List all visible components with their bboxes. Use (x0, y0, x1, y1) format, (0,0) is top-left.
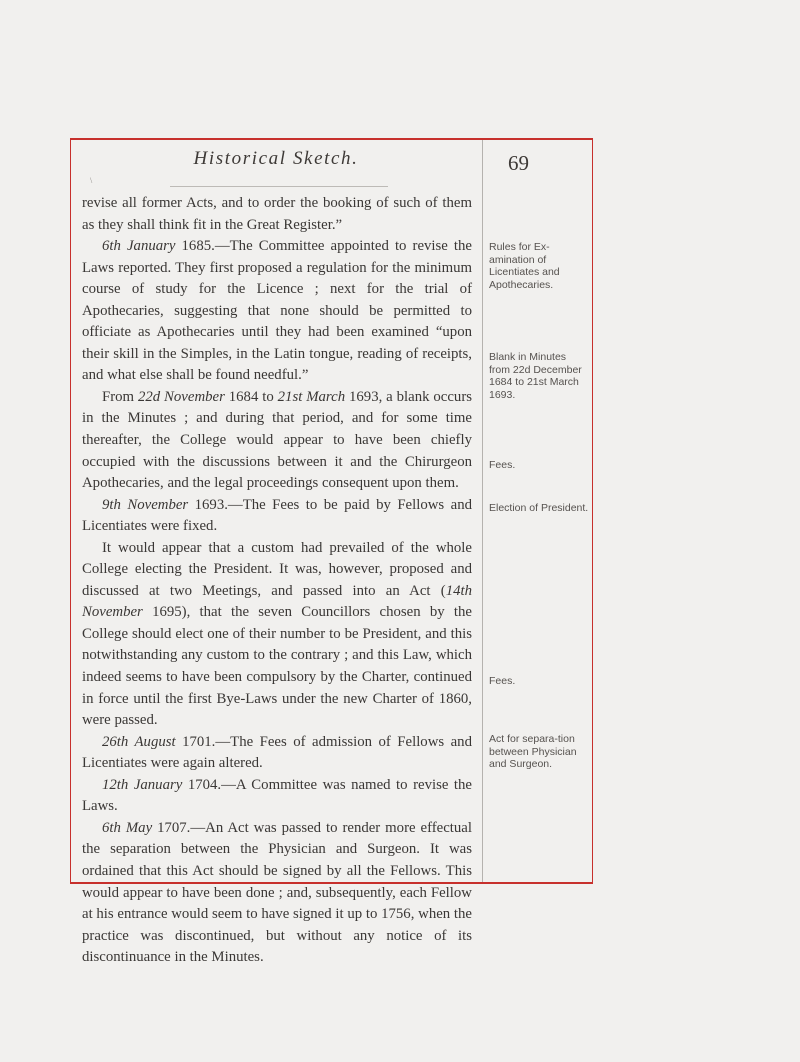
date-italic: 9th November (102, 496, 189, 513)
sidenote-fees-2: Fees. (489, 675, 516, 687)
paragraph: 6th May 1707.—An Act was passed to render more effectual the separation between the Physician and Surgeon. It was ordained that this Act should be signed by all the Fellows. This would appear to have been done ; and, subsequently, each Fellow at his entrance would seem to have signed it up to 1756, when the practice was discontinued, but without any notice of its discontinuance in the Minutes. (82, 819, 472, 966)
date-italic: 14th November (82, 582, 472, 621)
paragraph: 6th January 1685.—The Committee appointed to revise the Laws reported. They first proposed a regulation for the minimum course of study for the Licence ; next for the trial of Apothecaries, suggesting that none should be permitted to officiate as Apothecaries until they had been examined “upon their skill in the Simples, in the Latin tongue, reading of receipts, and what else shall be found needful.” (82, 238, 472, 384)
date-italic: 26th August (102, 733, 176, 750)
sidenote-blank-minutes: Blank in Minutes from 22d December 1684 to 21st March 1693. (489, 351, 582, 401)
page-number: 69 (508, 151, 529, 175)
sidenote-act-separation: Act for separa-tion between Physician and Surgeon. (489, 733, 577, 770)
sidenote-fees: Fees. (489, 459, 516, 471)
date-italic: 21st March (277, 388, 346, 405)
paragraph: 26th August 1701.—The Fees of admission of Fellows and Licentiates were again altered. (82, 733, 472, 772)
sidenote-rules-examination: Rules for Ex-amination of Licentiates and Apothecaries. (489, 241, 560, 291)
paragraph: 9th November 1693.—The Fees to be paid by Fellows and Licentiates were fixed. (82, 496, 473, 535)
paragraph: It would appear that a custom had prevailed of the whole College electing the President. It was, however, proposed and discussed at two Meetings, and passed into an Act (14th November 1695), that the seven Councillors chosen by the College should elect one of their number to be President, and this notwithstanding any custom to the contrary ; and this Law, which indeed seems to have been compulsory by the Charter, continued in force until the first Bye-Laws under the new Charter of 1860, were passed. (82, 539, 472, 729)
running-title: Historical Sketch. (193, 148, 359, 169)
paragraph: From 22d November 1684 to 21st March 1693, a blank occurs in the Minutes ; and during that period, and for some time thereafter, the College would appear to have been chiefly occupied with the discussions between it and the Chirurgeon Apothecaries, and the legal proceedings consequent upon them. (82, 388, 473, 492)
sidenote-election-president: Election of President. (489, 502, 589, 514)
paragraph: revise all former Acts, and to order the booking of such of them as they shall think fit in the Great Register.” (82, 195, 472, 233)
date-italic: 12th January (102, 776, 183, 793)
main-text (82, 193, 472, 969)
tick-mark: \ (90, 176, 93, 185)
date-italic: 22d November (137, 388, 225, 405)
header-rule (170, 186, 388, 187)
date-italic: 6th January (102, 238, 176, 255)
paragraph: 12th January 1704.—A Committee was named to revise the Laws. (82, 776, 472, 815)
margin-divider (482, 140, 483, 882)
date-italic: 6th May (102, 819, 153, 836)
